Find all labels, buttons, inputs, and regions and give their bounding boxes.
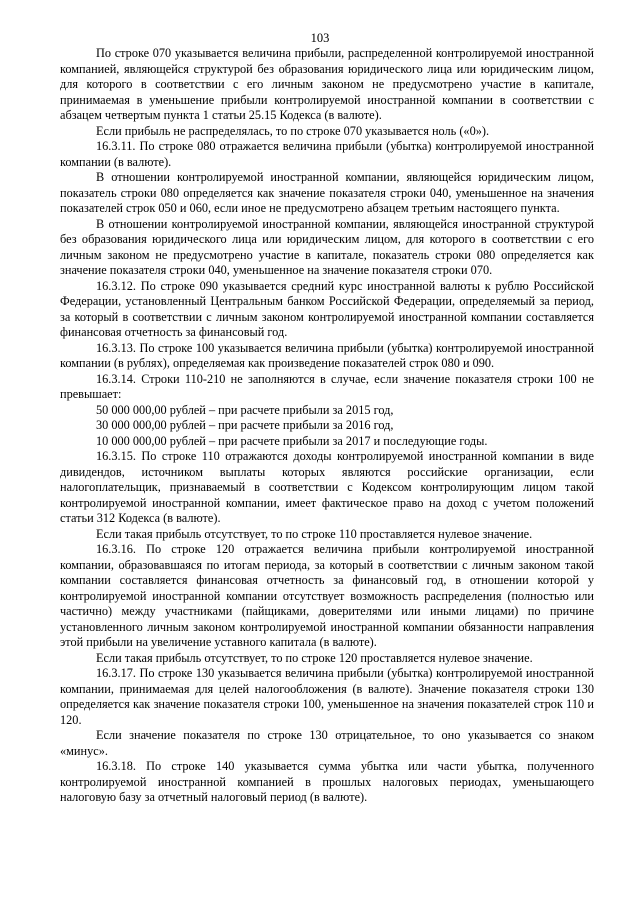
paragraph: Если такая прибыль отсутствует, то по строке 110 проставляется нулевое значение.: [96, 526, 533, 541]
paragraph: Если такая прибыль отсутствует, то по строке 120 проставляется нулевое значение.: [96, 650, 533, 665]
list-item: 50 000 000,00 рублей – при расчете прибыли за 2015 год,: [96, 402, 394, 417]
page-number: 103: [310, 31, 330, 45]
paragraph: В отношении контролируемой иностранной компании, являющейся юридическим лицом, показатель строки 080 определяется как значение показателя строки 040, уменьшенное на значения показателей строк 050 и 060, если иное не предусмотрено абзацем третьим настоящего пункта.: [60, 170, 594, 215]
paragraph: 16.3.16. По строке 120 отражается величина прибыли контролируемой иностранной компании, образовавшаяся по итогам периода, за который в соответствии с личным законом такой компании составляется финансовая отчетность за финансовый год, в отношении которой у контролируемой иностранной компании отсутствует возможность распределения (полностью или частично) между участниками (пайщиками, доверителями или иными лицами) по причине установленного личным законом контролируемой иностранной компании обязанности направления этой прибыли на увеличение уставного капитала (в валюте).: [60, 542, 594, 649]
paragraph: Если прибыль не распределялась, то по строке 070 указывается ноль («0»).: [96, 123, 490, 138]
list-item: 10 000 000,00 рублей – при расчете прибыли за 2017 и последующие годы.: [96, 433, 488, 448]
paragraph: По строке 070 указывается величина прибыли, распределенной контролируемой иностранной компанией, являющейся структурой без образования юридического лица или юридическим лицом, для которого в соответствии с его личным законом не предусмотрено участие в капитале, принимаемая в уменьшение прибыли контролируемой иностранной компании в соответствии с абзацем четвертым пункта 1 статьи 25.15 Кодекса (в валюте).: [60, 46, 594, 122]
paragraph: В отношении контролируемой иностранной компании, являющейся иностранной структурой без образования юридического лица или юридическим лицом, для которого в соответствии с его личным законом не предусмотрено участие в капитале, показатель строки 080 определяется как значение показателя строки 040, уменьшенное на значение показателя строки 070.: [60, 216, 594, 277]
paragraph: 16.3.14. Строки 110-210 не заполняются в случае, если значение показателя строки 100 не превышает:: [60, 371, 594, 401]
paragraph: 16.3.15. По строке 110 отражаются доходы контролируемой иностранной компании в виде дивидендов, источником выплаты которых являются российские организации, если налогоплательщик, признаваемый в соответствии с Кодексом контролирующим лицом такой контролируемой иностранной компании, имеет фактическое право на доход с учетом положений статьи 312 Кодекса (в валюте).: [60, 449, 594, 525]
paragraph: Если значение показателя по строке 130 отрицательное, то оно указывается со знаком «минус».: [60, 728, 594, 758]
list-item: 30 000 000,00 рублей – при расчете прибыли за 2016 год,: [96, 418, 394, 432]
paragraph: 16.3.12. По строке 090 указывается средний курс иностранной валюты к рублю Российской Федерации, установленный Центральным банком Российской Федерации, определяемый за период, за который в соответствии с личным законом контролируемой иностранной компании составляется финансовая отчетность за финансовый год.: [60, 278, 594, 339]
paragraph: 16.3.13. По строке 100 указывается величина прибыли (убытка) контролируемой иностранной компании (в рублях), определяемая как произведение показателей строк 080 и 090.: [60, 340, 594, 370]
paragraph: 16.3.17. По строке 130 указывается величина прибыли (убытка) контролируемой иностранной компании, принимаемая для целей налогообложения (в валюте). Значение показателя строки 130 определяется как значение показателя строки 100, уменьшенное на значения показателей строк 110 и 120.: [60, 666, 594, 727]
document-body: [60, 46, 594, 806]
paragraph: 16.3.18. По строке 140 указывается сумма убытка или части убытка, полученного контролируемой иностранной компанией в прошлых налоговых периодах, уменьшающего налоговую базу за отчетный налоговый период (в валюте).: [60, 759, 594, 804]
paragraph: 16.3.11. По строке 080 отражается величина прибыли (убытка) контролируемой иностранной компании (в валюте).: [60, 139, 594, 169]
